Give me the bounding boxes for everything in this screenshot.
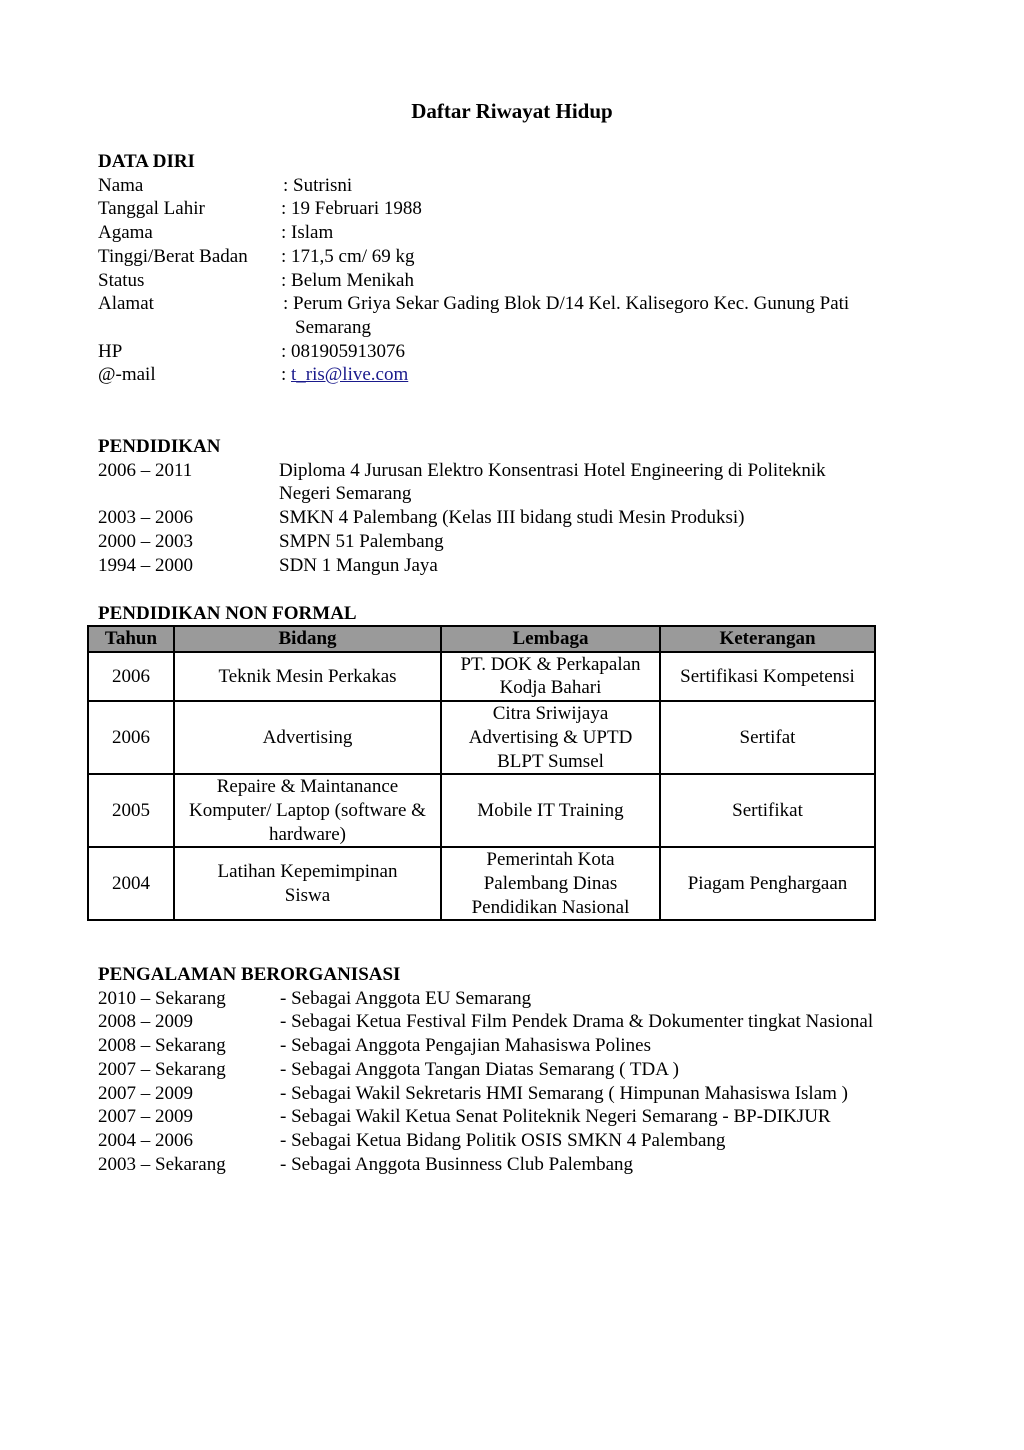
education-desc: SMKN 4 Palembang (Kelas III bidang studi Mesin Produksi) — [279, 507, 745, 529]
field-tanggal-lahir — [98, 197, 958, 221]
field-value: : Islam — [281, 222, 334, 244]
pendidikan-section — [98, 435, 958, 577]
field-value: : 19 Februari 1988 — [281, 198, 422, 220]
org-desc: - Sebagai Anggota EU Semarang — [280, 987, 532, 1009]
cell-tahun: 2005 — [88, 774, 174, 847]
column-header-tahun: Tahun — [88, 626, 174, 652]
field-nama — [98, 174, 958, 198]
cell-lembaga: Mobile IT Training — [441, 774, 660, 847]
list-item — [98, 554, 958, 578]
list-item — [98, 506, 958, 530]
alamat-line-2: Semarang — [295, 316, 371, 338]
field-value: : Belum Menikah — [281, 269, 414, 291]
list-item — [98, 1010, 978, 1034]
cell-bidang: Repaire & Maintanance Komputer/ Laptop (software & hardware) — [174, 774, 441, 847]
list-item — [98, 1058, 978, 1082]
cell-lembaga: PT. DOK & Perkapalan Kodja Bahari — [441, 652, 660, 701]
field-value: : 171,5 cm/ 69 kg — [281, 245, 415, 267]
list-item — [98, 459, 958, 506]
list-item — [98, 1129, 978, 1153]
field-value: : Sutrisni — [283, 174, 353, 196]
column-header-bidang: Bidang — [174, 626, 441, 652]
field-email — [98, 363, 958, 387]
cell-tahun: 2006 — [88, 701, 174, 774]
list-item — [98, 530, 958, 554]
org-desc: - Sebagai Wakil Ketua Senat Politeknik Negeri Semarang - BP-DIKJUR — [280, 1106, 831, 1128]
list-item — [98, 1082, 978, 1106]
data-diri-heading: DATA DIRI — [98, 151, 195, 172]
page-title: Daftar Riwayat Hidup — [411, 99, 613, 123]
organisasi-section — [98, 963, 978, 1176]
table-header-row — [88, 626, 875, 652]
field-alamat — [98, 292, 958, 339]
org-years: 2008 – 2009 — [98, 1011, 193, 1033]
field-label: Tanggal Lahir — [98, 198, 205, 220]
education-years: 2006 – 2011 — [98, 459, 193, 481]
org-years: 2007 – 2009 — [98, 1106, 193, 1128]
list-item — [98, 1105, 978, 1129]
list-item — [98, 987, 978, 1011]
field-label: Alamat — [98, 293, 154, 315]
column-header-keterangan: Keterangan — [660, 626, 875, 652]
email-link[interactable]: t_ris@live.com — [291, 364, 409, 386]
field-value — [281, 292, 958, 339]
column-header-lembaga: Lembaga — [441, 626, 660, 652]
org-desc: - Sebagai Anggota Businness Club Palembang — [280, 1153, 634, 1175]
org-desc: - Sebagai Ketua Bidang Politik OSIS SMKN 4 Palembang — [280, 1129, 726, 1151]
education-years: 1994 – 2000 — [98, 554, 193, 576]
cell-bidang: Advertising — [174, 701, 441, 774]
education-desc: SMPN 51 Palembang — [279, 530, 444, 552]
org-years: 2003 – Sekarang — [98, 1153, 226, 1175]
field-value: : 081905913076 — [281, 340, 406, 362]
pendidikan-heading: PENDIDIKAN — [98, 436, 221, 457]
organisasi-heading: PENGALAMAN BERORGANISASI — [98, 964, 401, 985]
org-desc: - Sebagai Ketua Festival Film Pendek Drama & Dokumenter tingkat Nasional — [280, 1011, 874, 1033]
org-years: 2008 – Sekarang — [98, 1035, 226, 1057]
org-desc: - Sebagai Wakil Sekretaris HMI Semarang ( Himpunan Mahasiswa Islam ) — [280, 1082, 848, 1104]
field-value — [281, 363, 958, 387]
table-row — [88, 847, 875, 920]
org-years: 2010 – Sekarang — [98, 987, 226, 1009]
cell-keterangan: Piagam Penghargaan — [660, 847, 875, 920]
field-tinggi-berat — [98, 245, 958, 269]
cell-bidang: Teknik Mesin Perkakas — [174, 652, 441, 701]
table-row — [88, 774, 875, 847]
table-row — [88, 652, 875, 701]
field-agama — [98, 221, 958, 245]
field-status — [98, 269, 958, 293]
cell-tahun: 2004 — [88, 847, 174, 920]
cell-lembaga: Citra Sriwijaya Advertising & UPTD BLPT Sumsel — [441, 701, 660, 774]
email-prefix: : — [281, 364, 292, 386]
field-label: Nama — [98, 174, 144, 196]
non-formal-heading: PENDIDIKAN NON FORMAL — [98, 603, 357, 624]
non-formal-table — [87, 625, 876, 921]
cell-bidang: Latihan Kepemimpinan Siswa — [174, 847, 441, 920]
field-label: Status — [98, 269, 145, 291]
cell-keterangan: Sertifat — [660, 701, 875, 774]
alamat-line-1: : Perum Griya Sekar Gading Blok D/14 Kel. Kalisegoro Kec. Gunung Pati — [283, 293, 850, 315]
cell-lembaga: Pemerintah Kota Palembang Dinas Pendidikan Nasional — [441, 847, 660, 920]
field-label: Tinggi/Berat Badan — [98, 245, 248, 267]
data-diri-section — [98, 150, 958, 387]
list-item — [98, 1153, 978, 1177]
education-desc: Diploma 4 Jurusan Elektro Konsentrasi Hotel Engineering di Politeknik Negeri Semarang — [279, 459, 826, 505]
org-desc: - Sebagai Anggota Tangan Diatas Semarang ( TDA ) — [280, 1058, 679, 1080]
education-years: 2000 – 2003 — [98, 530, 193, 552]
field-label: HP — [98, 340, 123, 362]
org-desc: - Sebagai Anggota Pengajian Mahasiswa Polines — [280, 1035, 651, 1057]
cell-keterangan: Sertifikasi Kompetensi — [660, 652, 875, 701]
non-formal-section — [98, 602, 958, 626]
org-years: 2007 – Sekarang — [98, 1058, 226, 1080]
org-years: 2007 – 2009 — [98, 1082, 193, 1104]
education-years: 2003 – 2006 — [98, 507, 193, 529]
table-row — [88, 701, 875, 774]
field-label: @-mail — [98, 364, 156, 386]
cell-tahun: 2006 — [88, 652, 174, 701]
org-years: 2004 – 2006 — [98, 1129, 193, 1151]
field-label: Agama — [98, 222, 153, 244]
education-desc: SDN 1 Mangun Jaya — [279, 554, 438, 576]
field-hp — [98, 340, 958, 364]
cell-keterangan: Sertifikat — [660, 774, 875, 847]
list-item — [98, 1034, 978, 1058]
